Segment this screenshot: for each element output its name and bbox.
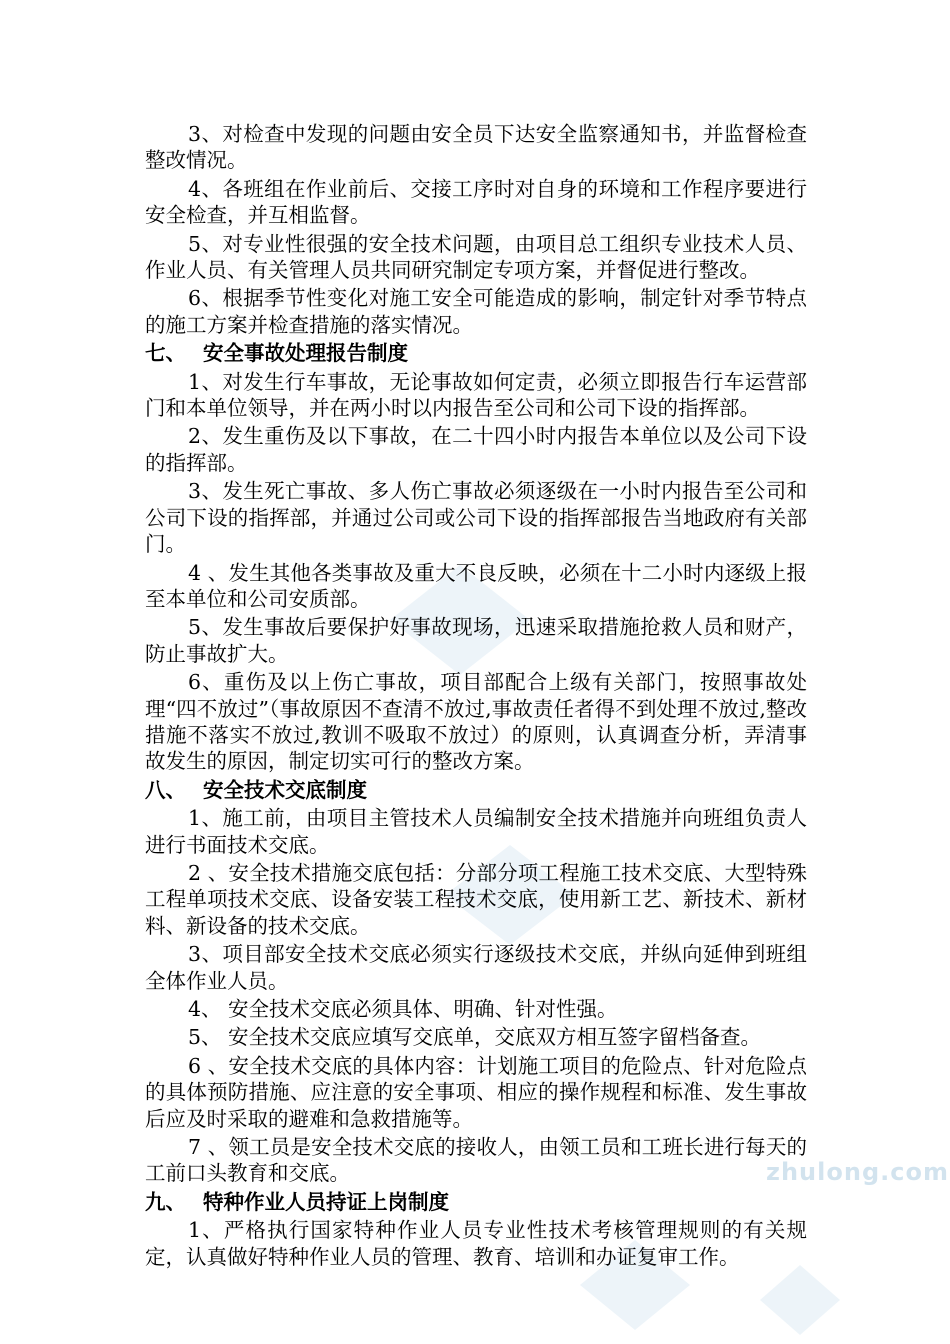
paragraph: 4 、发生其他各类事故及重大不良反映，必须在十二小时内逐级上报至本单位和公司安质部。 bbox=[145, 560, 807, 611]
paragraph: 2 、安全技术措施交底包括：分部分项工程施工技术交底、大型特殊工程单项技术交底、设备安装工程技术交底，使用新工艺、新技术、新材料、新设备的技术交底。 bbox=[145, 860, 807, 938]
paragraph: 1、对发生行车事故，无论事故如何定责，必须立即报告行车运营部门和本单位领导，并在两小时以内报告至公司和公司下设的指挥部。 bbox=[145, 369, 807, 421]
paragraph: 4、 安全技术交底必须具体、明确、针对性强。 bbox=[188, 997, 618, 1021]
paragraph: 6、重伤及以上伤亡事故，项目部配合上级有关部门，按照事故处理“四不放过”（事故原因不查清不放过,事故责任者得不到处理不放过,整改措施不落实不放过,教训不吸取不放过）的原则，认真调查分析，弄清事故发生的原因，制定切实可行的整改方案。 bbox=[145, 670, 807, 774]
section-number: 八、 bbox=[145, 777, 186, 802]
paragraph: 3、项目部安全技术交底必须实行逐级技术交底，并纵向延伸到班组全体作业人员。 bbox=[145, 942, 807, 993]
section-heading-7 bbox=[145, 340, 807, 366]
paragraph: 1、严格执行国家特种作业人员专业性技术考核管理规则的有关规定，认真做好特种作业人员的管理、教育、培训和办证复审工作。 bbox=[145, 1218, 807, 1269]
paragraph: 5、对专业性很强的安全技术问题，由项目总工组织专业技术人员、作业人员、有关管理人员共同研究制定专项方案，并督促进行整改。 bbox=[145, 231, 807, 283]
section-title: 特种作业人员持证上岗制度 bbox=[203, 1189, 449, 1214]
paragraph: 6 、安全技术交底的具体内容：计划施工项目的危险点、针对危险点的具体预防措施、应注意的安全事项、相应的操作规程和标准、发生事故后应及时采取的避难和急救措施等。 bbox=[145, 1053, 807, 1131]
section-number: 九、 bbox=[145, 1189, 186, 1214]
paragraph: 6、根据季节性变化对施工安全可能造成的影响，制定针对季节特点的施工方案并检查措施的落实情况。 bbox=[145, 286, 807, 337]
paragraph: 4、各班组在作业前后、交接工序时对自身的环境和工作程序要进行安全检查，并互相监督。 bbox=[145, 176, 807, 228]
section-heading-8 bbox=[145, 777, 807, 803]
paragraph: 7 、领工员是安全技术交底的接收人，由领工员和工班长进行每天的工前口头教育和交底。 bbox=[145, 1135, 807, 1186]
paragraph: 2、发生重伤及以下事故，在二十四小时内报告本单位以及公司下设的指挥部。 bbox=[145, 424, 807, 475]
section-title: 安全事故处理报告制度 bbox=[203, 341, 408, 366]
paragraph: 5、 安全技术交底应填写交底单，交底双方相互签字留档备查。 bbox=[188, 1025, 762, 1050]
section-number: 七、 bbox=[145, 341, 186, 366]
paragraph: 3、对检查中发现的问题由安全员下达安全监察通知书，并监督检查整改情况。 bbox=[145, 122, 807, 173]
watermark-text: zhulong.com bbox=[766, 1158, 949, 1186]
section-heading-9 bbox=[145, 1189, 807, 1215]
paragraph: 3、发生死亡事故、多人伤亡事故必须逐级在一小时内报告至公司和公司下设的指挥部，并通过公司或公司下设的指挥部报告当地政府有关部门。 bbox=[145, 479, 807, 557]
paragraph: 1、施工前，由项目主管技术人员编制安全技术措施并向班组负责人进行书面技术交底。 bbox=[145, 806, 807, 857]
document-page bbox=[145, 121, 807, 1272]
paragraph: 5、发生事故后要保护好事故现场，迅速采取措施抢救人员和财产，防止事故扩大。 bbox=[145, 615, 807, 666]
section-title: 安全技术交底制度 bbox=[203, 777, 367, 802]
